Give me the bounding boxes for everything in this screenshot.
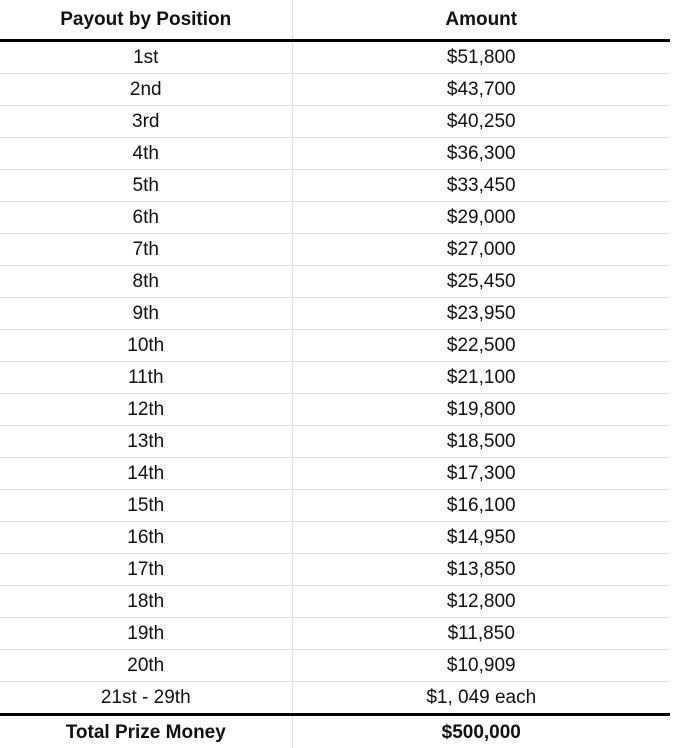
position-cell: 21st - 29th (0, 682, 292, 715)
position-cell: 4th (0, 138, 292, 170)
amount-cell: $33,450 (292, 170, 670, 202)
table-row (0, 554, 670, 586)
table-row (0, 138, 670, 170)
header-row (0, 0, 670, 41)
position-cell: 19th (0, 618, 292, 650)
position-cell: 2nd (0, 74, 292, 106)
total-row (0, 715, 670, 748)
header-position: Payout by Position (0, 0, 292, 41)
position-cell: 14th (0, 458, 292, 490)
table-row (0, 426, 670, 458)
table-row (0, 41, 670, 74)
table-row (0, 682, 670, 715)
amount-cell: $12,800 (292, 586, 670, 618)
position-cell: 8th (0, 266, 292, 298)
amount-cell: $22,500 (292, 330, 670, 362)
amount-cell: $14,950 (292, 522, 670, 554)
header-amount: Amount (292, 0, 670, 41)
table-row (0, 234, 670, 266)
amount-cell: $29,000 (292, 202, 670, 234)
position-cell: 5th (0, 170, 292, 202)
table-body (0, 41, 670, 715)
position-cell: 7th (0, 234, 292, 266)
table-row (0, 522, 670, 554)
position-cell: 1st (0, 41, 292, 74)
position-cell: 9th (0, 298, 292, 330)
amount-cell: $16,100 (292, 490, 670, 522)
position-cell: 12th (0, 394, 292, 426)
table-row (0, 394, 670, 426)
position-cell: 17th (0, 554, 292, 586)
amount-cell: $13,850 (292, 554, 670, 586)
table-row (0, 490, 670, 522)
table-row (0, 74, 670, 106)
position-cell: 6th (0, 202, 292, 234)
amount-cell: $40,250 (292, 106, 670, 138)
table-row (0, 362, 670, 394)
position-cell: 3rd (0, 106, 292, 138)
table-row (0, 106, 670, 138)
table-row (0, 170, 670, 202)
total-label: Total Prize Money (0, 715, 292, 748)
position-cell: 16th (0, 522, 292, 554)
amount-cell: $17,300 (292, 458, 670, 490)
amount-cell: $11,850 (292, 618, 670, 650)
table-row (0, 586, 670, 618)
position-cell: 20th (0, 650, 292, 682)
table-row (0, 618, 670, 650)
table-row (0, 458, 670, 490)
amount-cell: $21,100 (292, 362, 670, 394)
position-cell: 10th (0, 330, 292, 362)
table-row (0, 266, 670, 298)
position-cell: 13th (0, 426, 292, 458)
amount-cell: $36,300 (292, 138, 670, 170)
table-row (0, 330, 670, 362)
amount-cell: $51,800 (292, 41, 670, 74)
table-row (0, 650, 670, 682)
amount-cell: $23,950 (292, 298, 670, 330)
table-row (0, 298, 670, 330)
table-footer (0, 715, 670, 748)
table-row (0, 202, 670, 234)
amount-cell: $19,800 (292, 394, 670, 426)
amount-cell: $18,500 (292, 426, 670, 458)
position-cell: 11th (0, 362, 292, 394)
position-cell: 18th (0, 586, 292, 618)
amount-cell: $1, 049 each (292, 682, 670, 715)
table-header (0, 0, 670, 41)
amount-cell: $10,909 (292, 650, 670, 682)
position-cell: 15th (0, 490, 292, 522)
amount-cell: $27,000 (292, 234, 670, 266)
total-amount: $500,000 (292, 715, 670, 748)
amount-cell: $43,700 (292, 74, 670, 106)
amount-cell: $25,450 (292, 266, 670, 298)
